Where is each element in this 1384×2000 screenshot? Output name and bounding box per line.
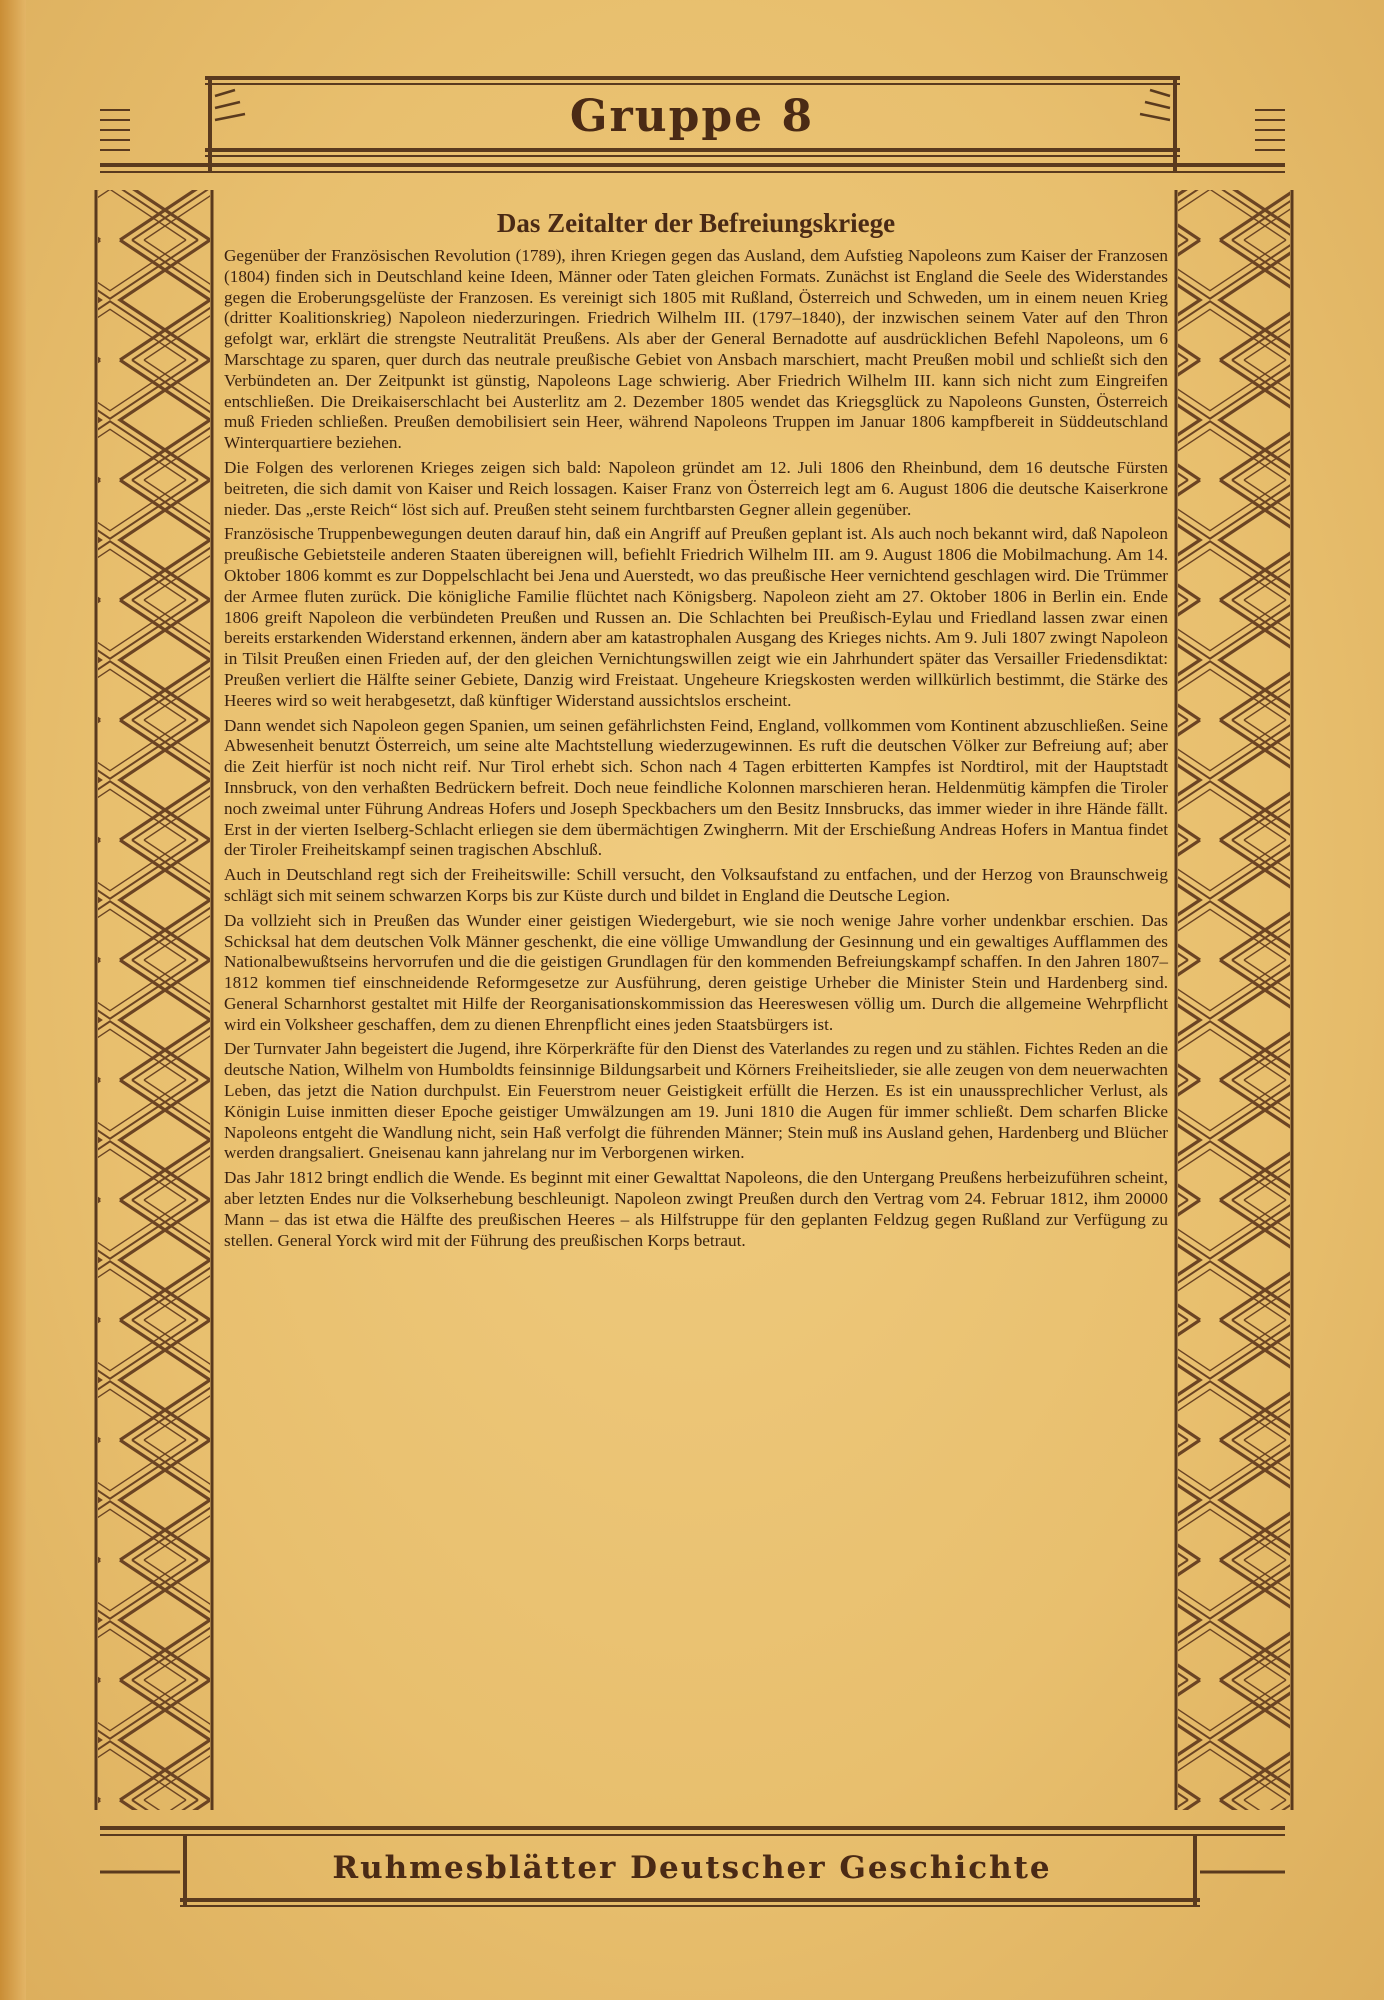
page-footer [230, 1836, 1154, 1900]
paragraph: Da vollzieht sich in Preußen das Wunder einer geistigen Wiedergeburt, wie sie noch wenige Jahre vorher undenkbar erschien. Das Schicksal hat dem deutschen Volk Männer geschenkt, die eine völlige Umwandlung der Gesinnung und ein gewaltiges Aufflammen des Nationalbewußtseins hervorrufen und die die geistigen Grundlagen für den kommenden Befreiungskampf schaffen. In den Jahren 1807–1812 kommen tief einschneidende Reformgesetze zur Ausführung, deren geistige Urheber die Minister Stein und Hardenberg sind. General Scharnhorst gestaltet mit Hilfe der Reorganisationskommission das Heereswesen völlig um. Durch die allgemeine Wehrpflicht wird ein Volksheer geschaffen, dem zu dienen Ehrenpflicht eines jeden Staatsbürgers ist. [224, 910, 1168, 1034]
article [224, 204, 1168, 1824]
right-border [1176, 190, 1292, 1810]
left-border [96, 190, 212, 1810]
group-title: Gruppe 8 [569, 90, 815, 142]
page-header [260, 80, 1124, 152]
paragraph: Französische Truppenbewegungen deuten darauf hin, daß ein Angriff auf Preußen geplant ist. Als auch noch bekannt wird, daß Napoleon preußische Gebietsteile anderen Staaten übereignen will, befiehlt Friedrich Wilhelm III. am 9. August 1806 die Mobilmachung. Am 14. Oktober 1806 kommt es zur Doppelschlacht bei Jena und Auerstedt, wo das preußische Heer vernichtend geschlagen wird. Die Trümmer der Armee fluten zurück. Die königliche Familie flüchtet nach Königsberg. Napoleon zieht am 27. Oktober 1806 in Berlin ein. Ende 1806 greift Napoleon die verbündeten Preußen und Russen an. Die Schlachten bei Preußisch-Eylau und Friedland lassen zwar einen bereits erstarkenden Widerstand erkennen, ändern aber am katastrophalen Ausgang des Krieges nichts. Am 9. Juli 1807 zwingt Napoleon in Tilsit Preußen einen Frieden auf, der den gleichen Vernichtungswillen zeigt wie ein Jahrhundert später das Versailler Friedensdiktat: Preußen verliert die Hälfte seiner Gebiete, Danzig wird Freistaat. Ungeheure Kriegskosten werden willkürlich bestimmt, die Stärke des Heeres wird so weit herabgesetzt, daß künftiger Widerstand aussichtslos erscheint. [224, 524, 1168, 710]
article-body [224, 246, 1168, 1251]
paragraph: Der Turnvater Jahn begeistert die Jugend, ihre Körperkräfte für den Dienst des Vaterlandes zu regen und zu stählen. Fichtes Reden an die deutsche Nation, Wilhelm von Humboldts feinsinnige Bildungsarbeit und Körners Freiheitslieder, sie alle zeugen von dem neuerwachten Leben, das jetzt die Nation durchpulst. Ein Feuerstrom neuer Geistigkeit erfüllt die Herzen. Es ist ein unaussprechlicher Verlust, als Königin Luise inmitten dieser Epoche geistiger Umwälzungen am 19. Juni 1810 die Augen für immer schließt. Dem scharfen Blicke Napoleons entgeht die Wandlung nicht, sein Haß verfolgt die führenden Männer; Stein muß ins Ausland gehen, Hardenberg und Blücher werden drangsaliert. Gneisenau kann jahrelang nur im Verborgenen wirken. [224, 1039, 1168, 1163]
paragraph: Gegenüber der Französischen Revolution (1789), ihren Kriegen gegen das Ausland, dem Aufstieg Napoleons zum Kaiser der Franzosen (1804) finden sich in Deutschland keine Ideen, Männer oder Taten gleichen Formats. Zunächst ist England die Seele des Widerstandes gegen die Eroberungsgelüste der Franzosen. Es vereinigt sich 1805 mit Rußland, Österreich und Schweden, um in einem neuen Krieg (dritter Koalitionskrieg) Napoleon niederzuringen. Friedrich Wilhelm III. (1797–1840), der inzwischen seinem Vater auf den Thron gefolgt war, erklärt die strengste Neutralität Preußens. Als aber der General Bernadotte auf ausdrücklichen Befehl Napoleons, um 6 Marschtage zu sparen, quer durch das neutrale preußische Gebiet von Ansbach marschiert, macht Preußen mobil und schließt sich den Verbündeten an. Der Zeitpunkt ist günstig, Napoleons Lage schwierig. Aber Friedrich Wilhelm III. kann sich nicht zum Eingreifen entschließen. Die Dreikaiserschlacht bei Austerlitz am 2. Dezember 1805 wendet das Kriegsglück zu Napoleons Gunsten, Österreich muß Frieden schließen. Preußen demobilisiert sein Heer, während Napoleons Truppen im Januar 1806 kampfbereit in Süddeutschland Winterquartiere beziehen. [224, 246, 1168, 453]
paragraph: Dann wendet sich Napoleon gegen Spanien, um seinen gefährlichsten Feind, England, vollkommen vom Kontinent abzuschließen. Seine Abwesenheit benutzt Österreich, um seine alte Machtstellung wiederzugewinnen. Es ruft die deutschen Völker zur Befreiung auf; aber die Zeit hierfür ist noch nicht reif. Nur Tirol erhebt sich. Schon nach 4 Tagen erbitterten Kampfes ist Nordtirol, mit der Hauptstadt Innsbruck, von den verhaßten Bedrückern befreit. Doch neue feindliche Kolonnen marschieren heran. Heldenmütig kämpfen die Tiroler noch zweimal unter Führung Andreas Hofers und Joseph Speckbachers um den Besitz Innsbrucks, das immer wieder in ihre Hände fällt. Erst in der vierten Iselberg-Schlacht erliegen sie dem übermächtigen Zwingherrn. Mit der Erschießung Andreas Hofers in Mantua findet der Tiroler Freiheitskampf seinen tragischen Abschluß. [224, 715, 1168, 860]
paragraph: Die Folgen des verlorenen Krieges zeigen sich bald: Napoleon gründet am 12. Juli 1806 den Rheinbund, dem 16 deutsche Fürsten beitreten, die sich damit von Kaiser und Reich lossagen. Kaiser Franz von Österreich legt am 6. August 1806 die deutsche Kaiserkrone nieder. Das „erste Reich“ löst sich auf. Preußen steht seinem furchtbarsten Gegner allein gegenüber. [224, 457, 1168, 519]
series-title: Ruhmesblätter Deutscher Geschichte [332, 1850, 1052, 1886]
article-heading: Das Zeitalter der Befreiungskriege [496, 208, 896, 238]
paragraph: Das Jahr 1812 bringt endlich die Wende. Es beginnt mit einer Gewalttat Napoleons, die den Untergang Preußens herbeizuführen scheint, aber letzten Endes nur die Volkserhebung beschleunigt. Napoleon zwingt Preußen durch den Vertrag vom 24. Februar 1812, ihm 20000 Mann – das ist etwa die Hälfte des preußischen Heeres – als Hilfstruppe für den geplanten Feldzug gegen Rußland zur Verfügung zu stellen. General Yorck wird mit der Führung des preußischen Korps betraut. [224, 1168, 1168, 1250]
paragraph: Auch in Deutschland regt sich der Freiheitswille: Schill versucht, den Volksaufstand zu entfachen, und der Herzog von Braunschweig schlägt sich mit seinem schwarzen Korps bis zur Küste durch und bildet in England die Deutsche Legion. [224, 865, 1168, 905]
